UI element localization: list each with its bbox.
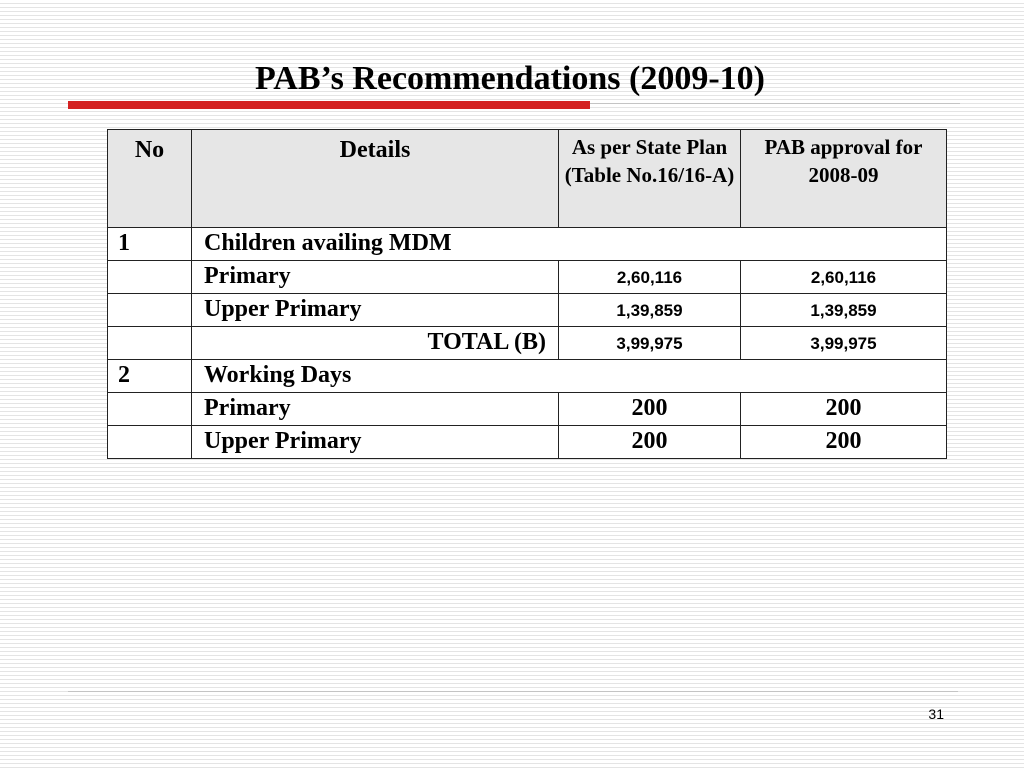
table-row [108, 261, 947, 294]
empty-cell [108, 393, 192, 426]
footer-divider [68, 691, 958, 692]
section-label: Working Days [192, 360, 947, 393]
section-row [108, 360, 947, 393]
header-state-plan: As per State Plan (Table No.16/16-A) [559, 130, 741, 228]
table-row [108, 393, 947, 426]
pab-approval-value: 200 [741, 393, 947, 426]
state-plan-value: 1,39,859 [559, 294, 741, 327]
empty-cell [108, 426, 192, 459]
row-label: Upper Primary [192, 426, 559, 459]
table-row [108, 327, 947, 360]
table-header-row [108, 130, 947, 228]
empty-cell [108, 294, 192, 327]
slide-title: PAB’s Recommendations (2009-10) [255, 60, 765, 97]
empty-cell [108, 261, 192, 294]
header-no: No [108, 130, 192, 228]
state-plan-total: 3,99,975 [559, 327, 741, 360]
pab-approval-value: 2,60,116 [741, 261, 947, 294]
recommendations-table [107, 129, 947, 459]
header-pab-approval: PAB approval for 2008-09 [741, 130, 947, 228]
section-row [108, 228, 947, 261]
title-divider [590, 103, 960, 104]
total-label: TOTAL (B) [192, 327, 559, 360]
section-number: 1 [108, 228, 192, 261]
row-label: Primary [192, 393, 559, 426]
state-plan-value: 2,60,116 [559, 261, 741, 294]
empty-cell [108, 327, 192, 360]
title-accent-rule [68, 101, 590, 109]
section-number: 2 [108, 360, 192, 393]
pab-approval-total: 3,99,975 [741, 327, 947, 360]
section-label: Children availing MDM [192, 228, 947, 261]
table-row [108, 294, 947, 327]
state-plan-value: 200 [559, 393, 741, 426]
header-details: Details [192, 130, 559, 228]
pab-approval-value: 1,39,859 [741, 294, 947, 327]
table-row [108, 426, 947, 459]
row-label: Primary [192, 261, 559, 294]
page-number: 31 [928, 706, 944, 722]
row-label: Upper Primary [192, 294, 559, 327]
state-plan-value: 200 [559, 426, 741, 459]
pab-approval-value: 200 [741, 426, 947, 459]
